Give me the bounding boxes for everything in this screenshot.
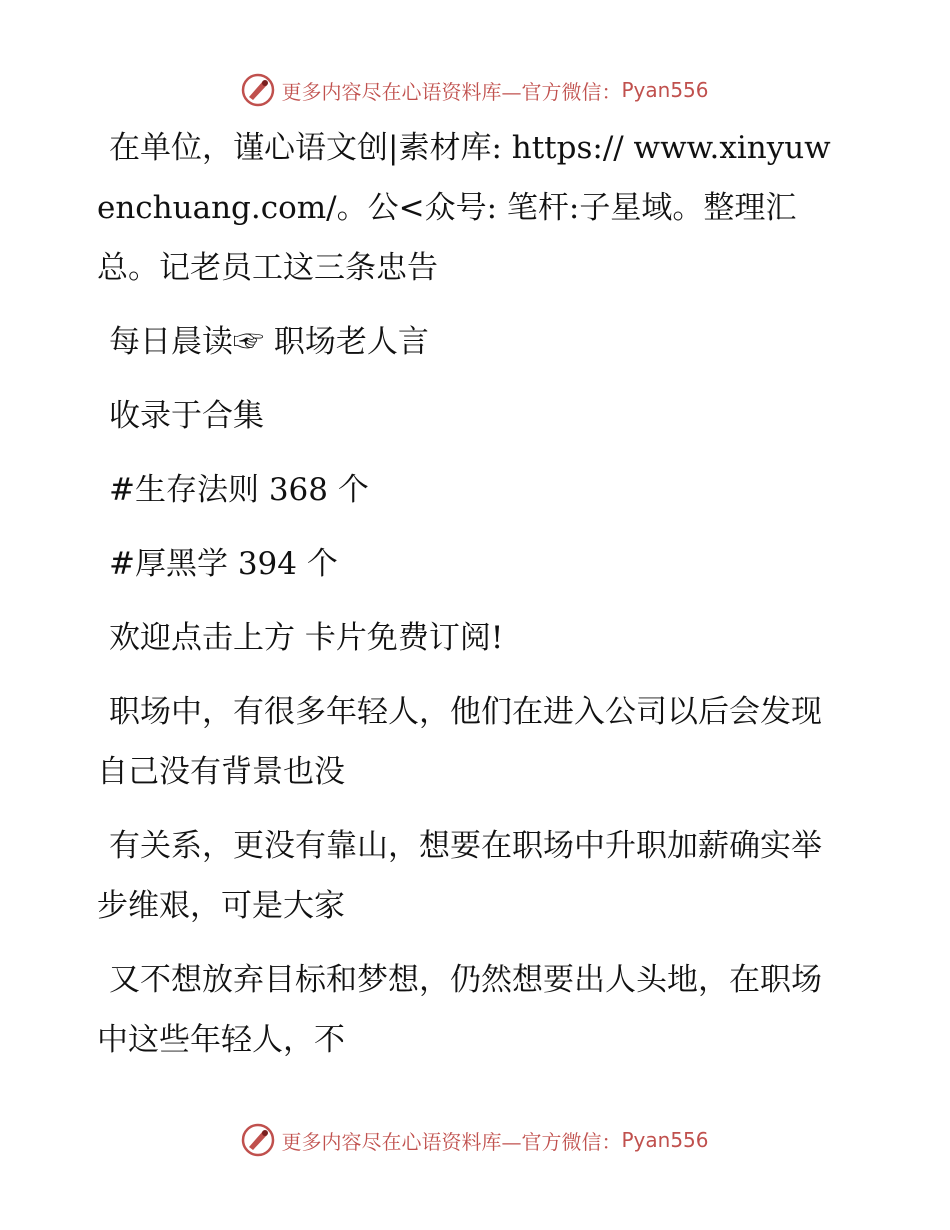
footer-banner [0, 1122, 950, 1158]
paragraph: 欢迎点击上方 卡片免费订阅! [109, 620, 504, 656]
paragraph: 职场中，有很多年轻人，他们在进入公司以后会发现自己没有背景也没 [97, 694, 822, 790]
header-banner [0, 72, 950, 108]
header-banner-text: 更多内容尽在心语资料库—官方微信： [281, 79, 622, 104]
footer-banner-text: 更多内容尽在心语资料库—官方微信： [281, 1129, 622, 1154]
paragraph: 收录于合集 [109, 398, 264, 434]
footer-banner-wechat: Pyan556 [621, 1128, 709, 1152]
paragraph: 每日晨读☞ 职场老人言 [109, 324, 429, 360]
header-banner-wechat: Pyan556 [621, 78, 709, 102]
paragraph: 有关系，更没有靠山，想要在职场中升职加薪确实举步维艰，可是大家 [97, 828, 822, 924]
hashtag-paragraph: #厚黑学 394 个 [109, 546, 338, 582]
paragraph: 在单位，谨心语文创|素材库: https:// www.xinyuwenchuang.com/。公<众号: 笔杆:子星域。整理汇总。记老员工这三条忠告 [97, 130, 831, 286]
hashtag-paragraph: #生存法则 368 个 [109, 472, 369, 508]
document-body [97, 118, 837, 1084]
brand-logo-icon [241, 1123, 275, 1157]
brand-logo-icon [241, 73, 275, 107]
paragraph: 又不想放弃目标和梦想，仍然想要出人头地，在职场中这些年轻人，不 [97, 962, 822, 1058]
